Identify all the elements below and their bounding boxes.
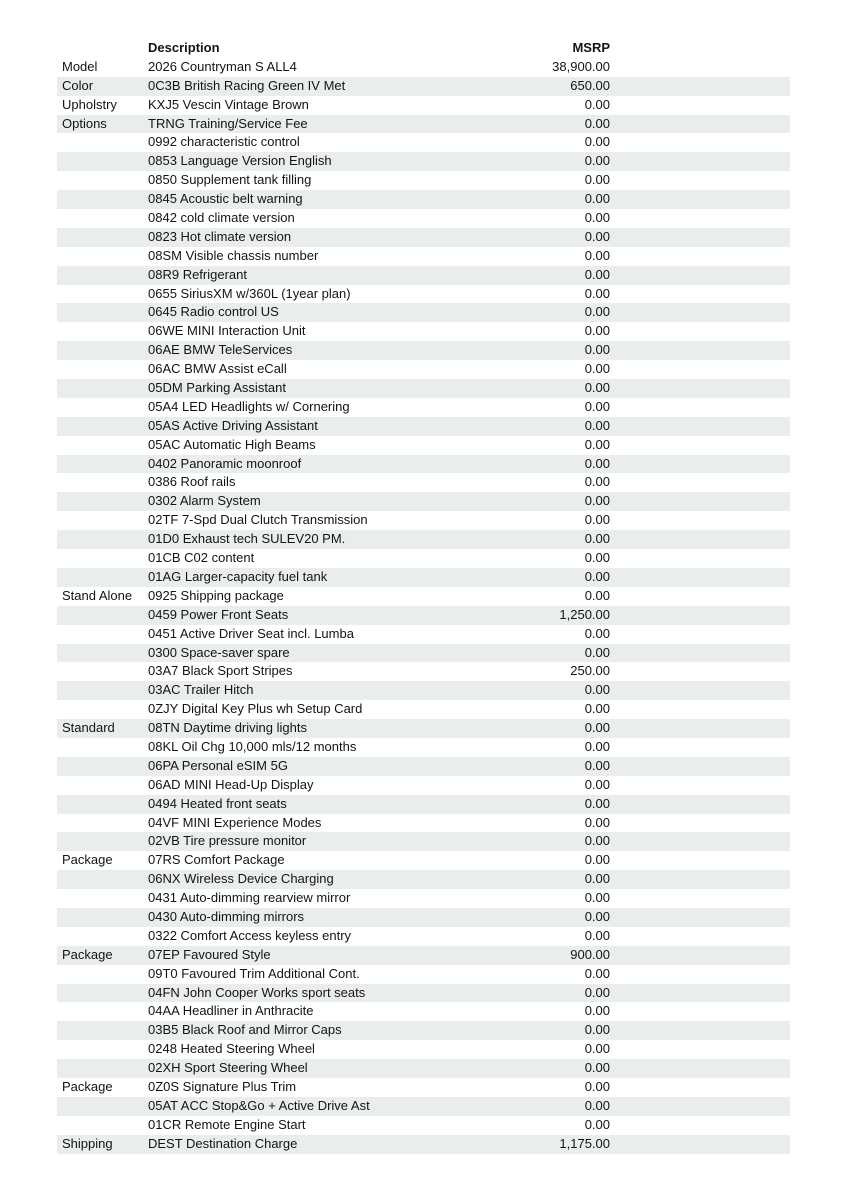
description-cell: 05AT ACC Stop&Go + Active Drive Ast <box>148 1097 370 1113</box>
table-row <box>57 965 790 984</box>
category-cell: Package <box>62 852 113 868</box>
description-cell: 03AC Trailer Hitch <box>148 682 254 698</box>
msrp-cell: 0.00 <box>584 1116 610 1132</box>
msrp-cell: 0.00 <box>584 701 610 717</box>
table-row <box>57 473 790 492</box>
category-cell: Shipping <box>62 1135 113 1151</box>
description-cell: 0ZJY Digital Key Plus wh Setup Card <box>148 701 363 717</box>
table-row <box>57 77 790 96</box>
msrp-cell: 0.00 <box>584 153 610 169</box>
table-row <box>57 247 790 266</box>
description-cell: 0845 Acoustic belt warning <box>148 191 303 207</box>
category-cell: Color <box>62 77 94 93</box>
table-row <box>57 266 790 285</box>
description-cell: 0645 Radio control US <box>148 304 279 320</box>
table-row <box>57 606 790 625</box>
msrp-cell: 0.00 <box>584 852 610 868</box>
msrp-cell: 0.00 <box>584 1097 610 1113</box>
description-cell: 0402 Panoramic moonroof <box>148 455 302 471</box>
msrp-cell: 0.00 <box>584 266 610 282</box>
msrp-cell: 0.00 <box>584 1078 610 1094</box>
description-cell: 05DM Parking Assistant <box>148 380 287 396</box>
table-row <box>57 700 790 719</box>
msrp-cell: 0.00 <box>584 682 610 698</box>
description-cell: 07EP Favoured Style <box>148 946 271 962</box>
table-row <box>57 662 790 681</box>
msrp-cell: 0.00 <box>584 908 610 924</box>
description-cell: 06AD MINI Head-Up Display <box>148 776 314 792</box>
table-row <box>57 436 790 455</box>
table-row <box>57 417 790 436</box>
description-cell: 04FN John Cooper Works sport seats <box>148 984 366 1000</box>
table-row <box>57 795 790 814</box>
msrp-cell: 0.00 <box>584 984 610 1000</box>
msrp-cell: 0.00 <box>584 304 610 320</box>
table-row <box>57 644 790 663</box>
description-cell: 0925 Shipping package <box>148 587 284 603</box>
description-cell: 06NX Wireless Device Charging <box>148 871 334 887</box>
table-row <box>57 228 790 247</box>
table-row <box>57 719 790 738</box>
table-row <box>57 1116 790 1135</box>
table-row <box>57 58 790 77</box>
table-row <box>57 511 790 530</box>
table-row <box>57 738 790 757</box>
msrp-cell: 0.00 <box>584 833 610 849</box>
description-cell: 0992 characteristic control <box>148 134 300 150</box>
table-body <box>57 58 790 1154</box>
table-row <box>57 96 790 115</box>
description-cell: 0302 Alarm System <box>148 493 261 509</box>
category-cell: Upholstry <box>62 96 117 112</box>
msrp-cell: 0.00 <box>584 738 610 754</box>
msrp-cell: 0.00 <box>584 1060 610 1076</box>
category-cell: Package <box>62 1078 113 1094</box>
msrp-cell: 0.00 <box>584 720 610 736</box>
msrp-cell: 0.00 <box>584 890 610 906</box>
description-cell: 07RS Comfort Package <box>148 852 285 868</box>
table-row <box>57 984 790 1003</box>
msrp-cell: 0.00 <box>584 96 610 112</box>
msrp-cell: 0.00 <box>584 568 610 584</box>
msrp-cell: 38,900.00 <box>552 58 610 74</box>
description-cell: KXJ5 Vescin Vintage Brown <box>148 96 309 112</box>
table-row <box>57 303 790 322</box>
table-row <box>57 530 790 549</box>
description-cell: 0430 Auto-dimming mirrors <box>148 908 305 924</box>
description-cell: 01CB C02 content <box>148 550 255 566</box>
table-row <box>57 209 790 228</box>
table-row <box>57 549 790 568</box>
table-row <box>57 757 790 776</box>
msrp-cell: 0.00 <box>584 644 610 660</box>
table-row <box>57 1021 790 1040</box>
table-row <box>57 814 790 833</box>
description-cell: TRNG Training/Service Fee <box>148 115 308 131</box>
msrp-cell: 0.00 <box>584 757 610 773</box>
category-cell: Package <box>62 946 113 962</box>
description-cell: 2026 Countryman S ALL4 <box>148 58 297 74</box>
msrp-cell: 0.00 <box>584 398 610 414</box>
msrp-cell: 0.00 <box>584 361 610 377</box>
msrp-cell: 0.00 <box>584 210 610 226</box>
description-cell: 04VF MINI Experience Modes <box>148 814 322 830</box>
msrp-cell: 900.00 <box>570 946 610 962</box>
table-row <box>57 492 790 511</box>
description-cell: 0494 Heated front seats <box>148 795 287 811</box>
msrp-cell: 0.00 <box>584 871 610 887</box>
msrp-cell: 0.00 <box>584 927 610 943</box>
description-cell: 01AG Larger-capacity fuel tank <box>148 568 328 584</box>
msrp-cell: 0.00 <box>584 795 610 811</box>
msrp-cell: 0.00 <box>584 587 610 603</box>
description-cell: 08R9 Refrigerant <box>148 266 247 282</box>
table-row <box>57 946 790 965</box>
description-cell: 0850 Supplement tank filling <box>148 172 312 188</box>
table-row <box>57 832 790 851</box>
description-cell: 06AC BMW Assist eCall <box>148 361 287 377</box>
table-row <box>57 398 790 417</box>
description-cell: 0322 Comfort Access keyless entry <box>148 927 352 943</box>
description-cell: 02VB Tire pressure monitor <box>148 833 307 849</box>
description-cell: 04AA Headliner in Anthracite <box>148 1003 314 1019</box>
msrp-cell: 0.00 <box>584 776 610 792</box>
category-cell: Stand Alone <box>62 587 133 603</box>
table-row <box>57 341 790 360</box>
table-row <box>57 870 790 889</box>
table-row <box>57 568 790 587</box>
msrp-cell: 0.00 <box>584 493 610 509</box>
options-table <box>57 39 790 1154</box>
table-row <box>57 190 790 209</box>
description-cell: 05AC Automatic High Beams <box>148 436 316 452</box>
description-cell: 0451 Active Driver Seat incl. Lumba <box>148 625 354 641</box>
table-row <box>57 776 790 795</box>
table-row <box>57 115 790 134</box>
table-row <box>57 379 790 398</box>
msrp-cell: 0.00 <box>584 172 610 188</box>
description-cell: 05A4 LED Headlights w/ Cornering <box>148 398 350 414</box>
description-cell: 05AS Active Driving Assistant <box>148 417 318 433</box>
msrp-cell: 0.00 <box>584 228 610 244</box>
table-row <box>57 1059 790 1078</box>
description-cell: 09T0 Favoured Trim Additional Cont. <box>148 965 360 981</box>
table-row <box>57 1002 790 1021</box>
table-row <box>57 285 790 304</box>
table-row <box>57 681 790 700</box>
msrp-cell: 0.00 <box>584 550 610 566</box>
msrp-cell: 0.00 <box>584 417 610 433</box>
description-cell: 08TN Daytime driving lights <box>148 720 307 736</box>
table-row <box>57 152 790 171</box>
msrp-cell: 0.00 <box>584 814 610 830</box>
msrp-cell: 250.00 <box>570 663 610 679</box>
category-cell: Standard <box>62 720 115 736</box>
table-row <box>57 889 790 908</box>
msrp-cell: 0.00 <box>584 625 610 641</box>
msrp-cell: 650.00 <box>570 77 610 93</box>
category-cell: Model <box>62 58 98 74</box>
msrp-cell: 0.00 <box>584 1041 610 1057</box>
description-cell: 06PA Personal eSIM 5G <box>148 757 288 773</box>
table-row <box>57 1040 790 1059</box>
description-cell: 01D0 Exhaust tech SULEV20 PM. <box>148 531 346 547</box>
description-cell: 08KL Oil Chg 10,000 mls/12 months <box>148 738 357 754</box>
msrp-cell: 0.00 <box>584 285 610 301</box>
description-cell: 02TF 7-Spd Dual Clutch Transmission <box>148 512 368 528</box>
msrp-cell: 0.00 <box>584 512 610 528</box>
table-row <box>57 322 790 341</box>
table-row <box>57 455 790 474</box>
table-row <box>57 625 790 644</box>
description-cell: 02XH Sport Steering Wheel <box>148 1060 308 1076</box>
category-cell: Options <box>62 115 107 131</box>
description-cell: 0300 Space-saver spare <box>148 644 290 660</box>
description-cell: 0Z0S Signature Plus Trim <box>148 1078 297 1094</box>
description-cell: 0853 Language Version English <box>148 153 332 169</box>
msrp-cell: 1,250.00 <box>559 606 610 622</box>
msrp-cell: 0.00 <box>584 134 610 150</box>
msrp-cell: 0.00 <box>584 323 610 339</box>
table-row <box>57 171 790 190</box>
msrp-cell: 0.00 <box>584 455 610 471</box>
description-cell: DEST Destination Charge <box>148 1135 298 1151</box>
description-cell: 0823 Hot climate version <box>148 228 292 244</box>
description-cell: 06WE MINI Interaction Unit <box>148 323 306 339</box>
description-cell: 08SM Visible chassis number <box>148 247 319 263</box>
description-cell: 06AE BMW TeleServices <box>148 342 293 358</box>
description-cell: 0842 cold climate version <box>148 210 295 226</box>
msrp-cell: 0.00 <box>584 380 610 396</box>
description-cell: 0459 Power Front Seats <box>148 606 289 622</box>
msrp-cell: 0.00 <box>584 474 610 490</box>
description-cell: 0431 Auto-dimming rearview mirror <box>148 890 351 906</box>
msrp-cell: 0.00 <box>584 115 610 131</box>
msrp-cell: 0.00 <box>584 342 610 358</box>
table-row <box>57 1097 790 1116</box>
table-row <box>57 1135 790 1154</box>
table-row <box>57 851 790 870</box>
description-cell: 0C3B British Racing Green IV Met <box>148 77 346 93</box>
msrp-column-header: MSRP <box>572 40 610 55</box>
msrp-cell: 0.00 <box>584 1003 610 1019</box>
description-cell: 01CR Remote Engine Start <box>148 1116 306 1132</box>
table-row <box>57 133 790 152</box>
msrp-cell: 1,175.00 <box>559 1135 610 1151</box>
msrp-cell: 0.00 <box>584 436 610 452</box>
table-row <box>57 587 790 606</box>
msrp-cell: 0.00 <box>584 247 610 263</box>
description-cell: 03A7 Black Sport Stripes <box>148 663 293 679</box>
msrp-cell: 0.00 <box>584 1022 610 1038</box>
description-cell: 03B5 Black Roof and Mirror Caps <box>148 1022 342 1038</box>
msrp-cell: 0.00 <box>584 531 610 547</box>
description-cell: 0386 Roof rails <box>148 474 236 490</box>
table-row <box>57 1078 790 1097</box>
table-row <box>57 360 790 379</box>
description-column-header: Description <box>148 40 220 55</box>
msrp-cell: 0.00 <box>584 191 610 207</box>
table-row <box>57 927 790 946</box>
table-header-row <box>57 39 790 58</box>
msrp-cell: 0.00 <box>584 965 610 981</box>
description-cell: 0655 SiriusXM w/360L (1year plan) <box>148 285 351 301</box>
table-row <box>57 908 790 927</box>
description-cell: 0248 Heated Steering Wheel <box>148 1041 315 1057</box>
